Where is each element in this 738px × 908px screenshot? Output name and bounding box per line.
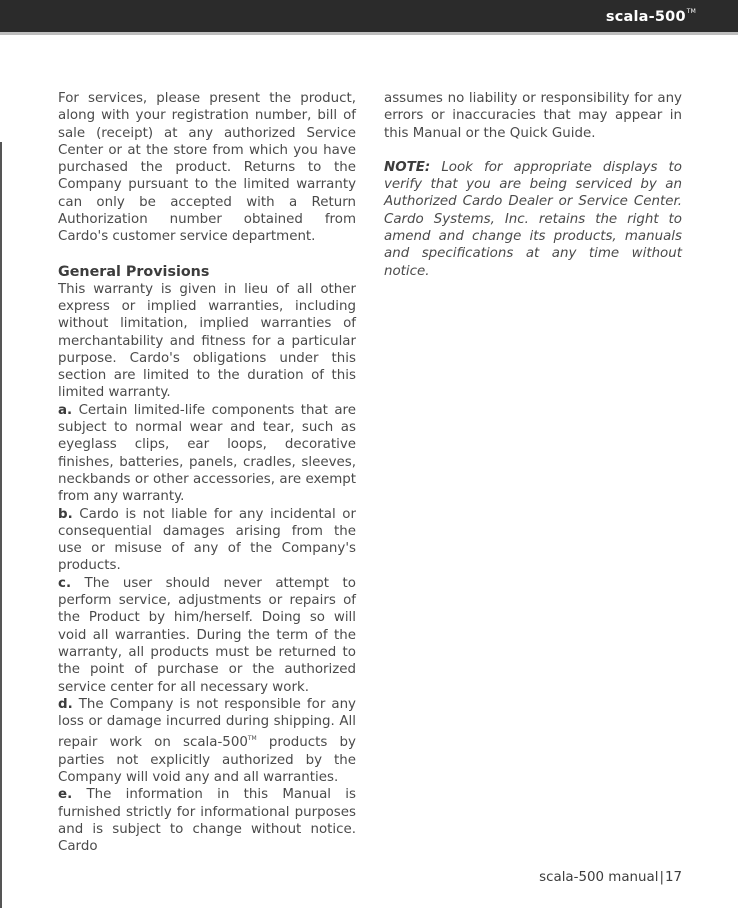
brand-title — [606, 8, 696, 25]
header-bar — [0, 0, 738, 35]
footer-label: scala-500 manual — [539, 870, 659, 885]
note-paragraph — [384, 159, 682, 280]
list-item — [58, 506, 356, 575]
brand-trademark: TM — [686, 8, 696, 15]
item-letter: a. — [58, 402, 73, 418]
item-text: Cardo is not liable for any incidental or consequential damages arising from the use or misuse of any of the Company's products. — [58, 506, 357, 574]
section-body: This warranty is given in lieu of all other express or implied warranties, including without limitation, implied warranties of merchantability and fitness for a particular purpose. Cardo's obligations under this section are limited to the duration of this limited warranty. — [58, 281, 356, 401]
item-letter: e. — [58, 787, 73, 803]
brand-name: scala-500 — [605, 9, 686, 25]
item-text: Certain limited-life components that are subject to normal wear and tear, such as eyeglass clips, ear loops, decorative finishes, batteries, panels, cradles, sleeves, neckbands or other accessories, are exempt from any warranty. — [58, 402, 357, 505]
item-letter: d. — [58, 696, 73, 712]
item-text: products by parties not explicitly authorized by the Company will void any and all warranties. — [58, 735, 356, 785]
item-letter: c. — [58, 575, 72, 591]
footer-separator: | — [659, 870, 664, 885]
right-column — [384, 90, 682, 280]
section-heading: General Provisions — [58, 263, 210, 280]
continuation-paragraph: assumes no liability or responsibility for any errors or inaccuracies that may appear in this Manual or the Quick Guide. — [384, 91, 682, 141]
item-letter: b. — [58, 506, 73, 522]
note-label: NOTE: — [384, 159, 431, 175]
item-text: The Company is not responsible for any loss or damage incurred during shipping. All repair work on scala-500 — [58, 696, 356, 751]
page-edge-line — [0, 142, 2, 908]
trademark-mark: TM — [247, 735, 257, 743]
left-column — [58, 90, 356, 855]
note-text: Look for appropriate displays to verify that you are being serviced by an Authorized Cardo Dealer or Service Center. Cardo Systems, Inc. retains the right to amend and change its products, manuals and specifications at any time without notice. — [384, 159, 682, 279]
list-item — [58, 575, 356, 696]
item-text: The user should never attempt to perform service, adjustments or repairs of the Product by him/herself. Doing so will void all warranties. During the term of the warranty, all products must be returned to the point of purchase or the authorized service center for all necessary work. — [58, 575, 356, 695]
item-text: The information in this Manual is furnished strictly for informational purposes and is subject to change without notice. Cardo — [58, 787, 356, 855]
page-footer — [539, 870, 682, 885]
page-number: 17 — [664, 870, 682, 885]
list-item — [58, 786, 356, 855]
list-item — [58, 696, 356, 786]
service-paragraph: For services, please present the product, along with your registration number, bill of sale (receipt) at any authorized Service Center or at the store from which you have purchased the product. Returns to the Company pursuant to the limited warranty can only be accepted with a Return Authorization number obtained from Cardo's customer service department. — [58, 91, 356, 245]
list-item — [58, 402, 356, 506]
